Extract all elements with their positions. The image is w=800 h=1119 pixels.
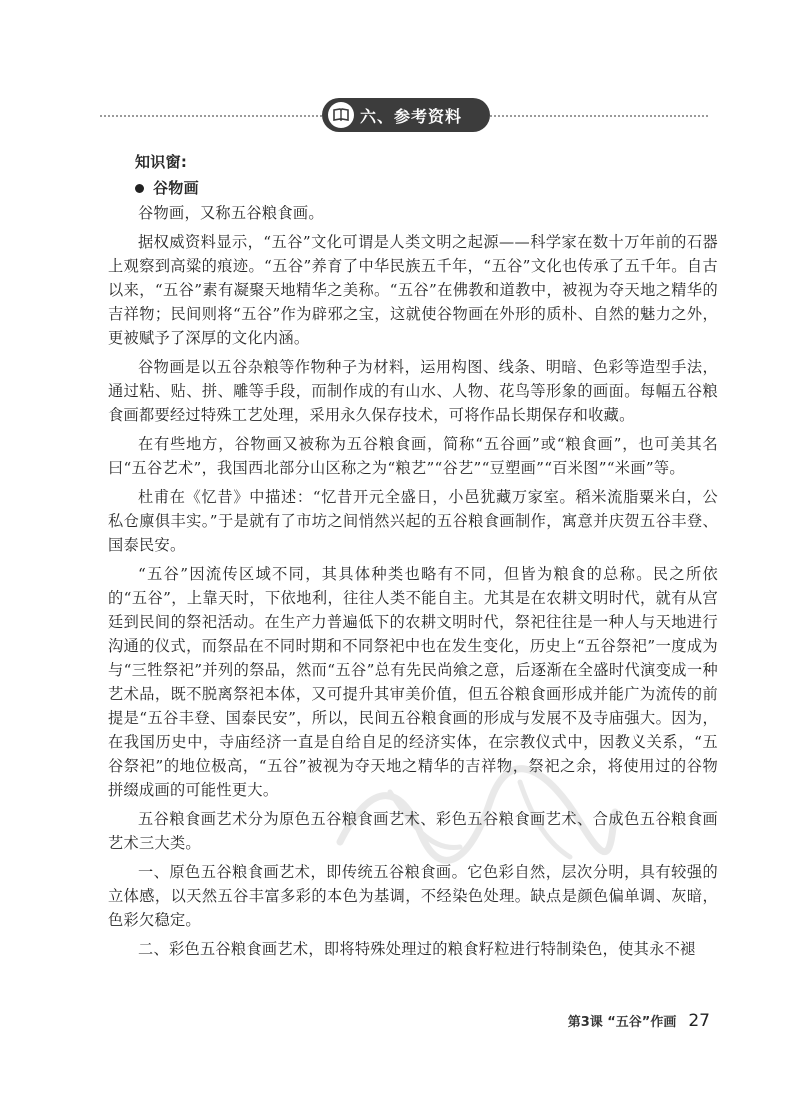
paragraph: 谷物画是以五谷杂粮等作物种子为材料，运用构图、线条、明暗、色彩等造型手法，通过粘、贴、拼、雕等手段，而制作成的有山水、人物、花鸟等形象的画面。每幅五谷粮食画都要经过特殊工艺处理，采用永久保存技术，可将作品长期保存和收藏。: [108, 358, 718, 424]
section-header: [100, 96, 708, 136]
paragraph: “五谷”因流传区域不同，其具体种类也略有不同，但皆为粮食的总称。民之所依的“五谷”，上靠天时，下依地利，往往人类不能自主。尤其是在农耕文明时代，就有从宫廷到民间的祭祀活动。在生产力普遍低下的农耕文明时代，祭祀往往是一种人与天地进行沟通的仪式，而祭品在不同时期和不同祭祀中也在发生变化，历史上“五谷祭祀”一度成为与“三牲祭祀”并列的祭品，然而“五谷”总有先民尚飨之意，后逐渐在全盛时代演变成一种艺术品，既不脱离祭祀本体，又可提升其审美价值，但五谷粮食画形成并能广为流传的前提是“五谷丰登、国泰民安”，所以，民间五谷粮食画的形成与发展不及寺庙强大。因为，在我国历史中，寺庙经济一直是自给自足的经济实体，在宗教仪式中，因教义关系，“五谷祭祀”的地位极高，“五谷”被视为夺天地之精华的吉祥物，祭祀之余，将使用过的谷物拼缀成画的可能性更大。: [108, 565, 718, 799]
book-icon: [328, 102, 354, 128]
subheading: [135, 176, 718, 200]
calligraphy-watermark: [330, 762, 620, 872]
paragraph: 一、原色五谷粮食画艺术，即传统五谷粮食画。它色彩自然，层次分明，具有较强的立体感，以天然五谷丰富多彩的本色为基调，不经染色处理。缺点是颜色偏单调、灰暗，色彩欠稳定。: [108, 863, 718, 929]
paragraph: 谷物画，又称五谷粮食画。: [138, 204, 324, 222]
paragraph: 据权威资料显示，“五谷”文化可谓是人类文明之起源——科学家在数十万年前的石器上观察到高粱的痕迹。“五谷”养育了中华民族五千年，“五谷”文化也传承了五千年。自古以来，“五谷”素有凝聚天地精华之美称。“五谷”在佛教和道教中，被视为夺天地之精华的吉祥物；民间则将“五谷”作为辟邪之宝，这就使谷物画在外形的质朴、自然的魅力之外，更被赋予了深厚的文化内涵。: [108, 233, 718, 347]
knowledge-window-label: 知识窗:: [135, 153, 188, 171]
lesson-title: 第3课 “五谷”作画: [567, 1015, 677, 1030]
paragraph: 二、彩色五谷粮食画艺术，即将特殊处理过的粮食籽粒进行特制染色，使其永不褪: [138, 940, 696, 958]
paragraph: 五谷粮食画艺术分为原色五谷粮食画艺术、彩色五谷粮食画艺术、合成色五谷粮食画艺术三大类。: [108, 810, 718, 852]
paragraph: 在有些地方，谷物画又被称为五谷粮食画，简称“五谷画”或“粮食画”，也可美其名曰“五谷艺术”，我国西北部分山区称之为“粮艺”“谷艺”“豆塑画”“百米图”“米画”等。: [108, 435, 718, 477]
bullet-icon: [135, 184, 144, 193]
section-title: 六、参考资料: [360, 106, 463, 126]
page-number: 27: [688, 1011, 710, 1031]
section-title-badge: [322, 98, 490, 132]
paragraph: 杜甫在《忆昔》中描述：“忆昔开元全盛日，小邑犹藏万家室。稻米流脂粟米白，公私仓廪俱丰实。”于是就有了市坊之间悄然兴起的五谷粮食画制作，寓意并庆贺五谷丰登、国泰民安。: [108, 488, 718, 554]
dotted-rule-left: [100, 115, 322, 117]
dotted-rule-right: [490, 115, 708, 117]
page-footer: [568, 1011, 710, 1031]
subheading-text: 谷物画: [153, 179, 199, 197]
